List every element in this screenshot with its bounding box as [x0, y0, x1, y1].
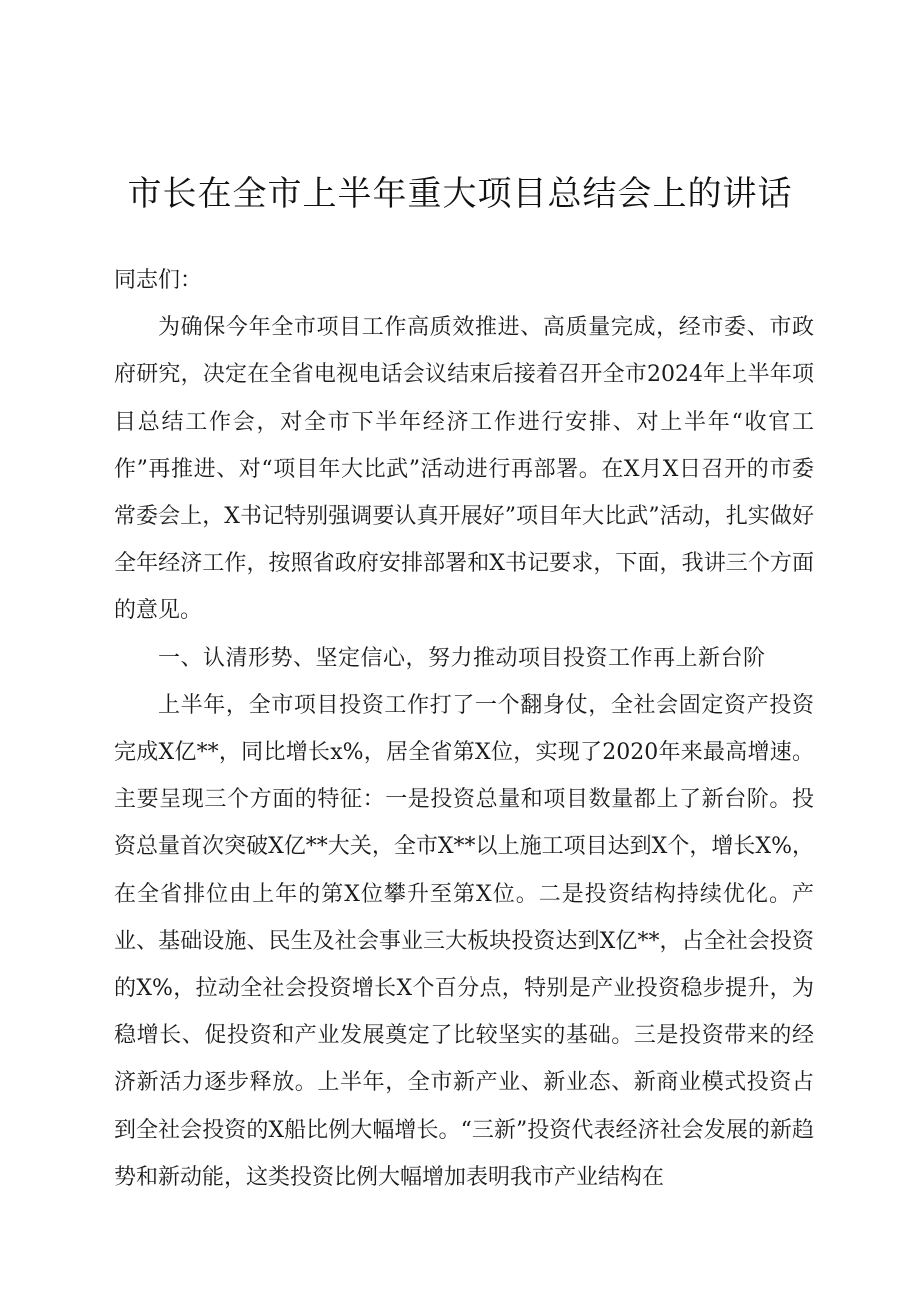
section-heading: 一、认清形势、坚定信心，努力推动项目投资工作再上新台阶	[158, 645, 766, 671]
section-paragraph: 上半年，全市项目投资工作打了一个翻身仗，全社会固定资产投资完成X亿**，同比增长x%，居全省第X位，实现了2020年来最高增速。主要呈现三个方面的特征：一是投资总量和项目数量都上了新台阶。投资总量首次突破X亿**大关，全市X**以上施工项目达到X个，增长X%，在全省排位由上年的第X位攀升至第X位。二是投资结构持续优化。产业、基础设施、民生及社会事业三大板块投资达到X亿**，占全社会投资的X%，拉动全社会投资增长X个百分点，特别是产业投资稳步提升，为稳增长、促投资和产业发展奠定了比较坚实的基础。三是投资带来的经济新活力逐步释放。上半年，全市新产业、新业态、新商业模式投资占到全社会投资的X船比例大幅增长。“三新”投资代表经济社会发展的新趋势和新动能，这类投资比例大幅增加表明我市产业结构在	[114, 692, 814, 1190]
document-title: 市长在全市上半年重大项目总结会上的讲话	[127, 174, 793, 214]
intro-paragraph: 为确保今年全市项目工作高质效推进、高质量完成，经市委、市政府研究，决定在全省电视电话会议结束后接着召开全市2024年上半年项目总结工作会，对全市下半年经济工作进行安排、对上半年“收官工作”再推进、对“项目年大比武”活动进行再部署。在X月X日召开的市委常委会上，X书记特别强调要认真开展好”项目年大比武”活动，扎实做好全年经济工作，按照省政府安排部署和X书记要求，下面，我讲三个方面的意见。	[114, 315, 814, 624]
document-body	[114, 257, 814, 1201]
salutation: 同志们：	[114, 268, 203, 293]
